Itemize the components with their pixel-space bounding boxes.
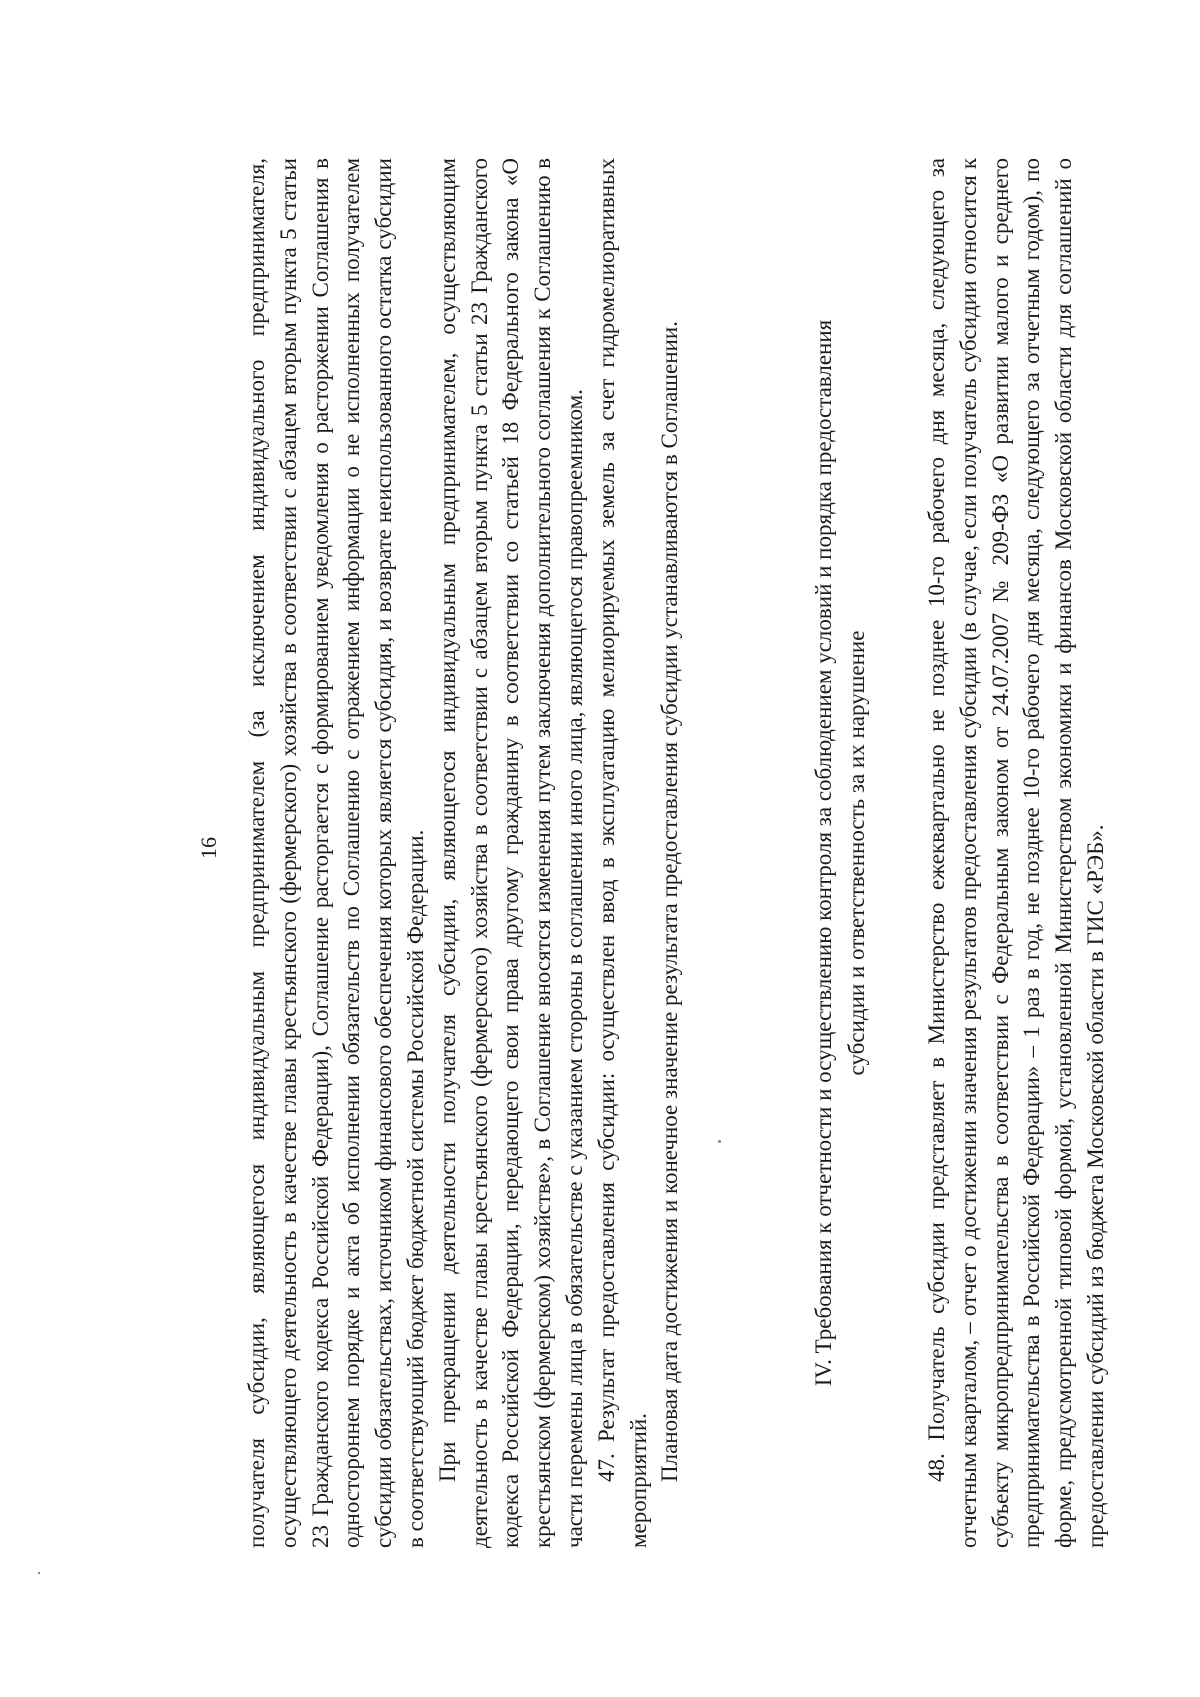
scan-speck bbox=[38, 1572, 40, 1574]
paragraph-farm-activity-termination: При прекращении деятельности получателя субсидии, являющегося индивидуальным предпринимателем, осуществляющим деятельность в качестве главы крестьянского (фермерского) хозяйства в соответствии с абзацем вторым пункта 5 статьи 23 Гражданского кодекса Российской Федерации, передающего свои права другому гражданину в соответствии со статьей 18 Федерального закона «О крестьянском (фермерском) хозяйстве», в Соглашение вносятся изменения путем заключения дополнительного соглашения к Соглашению в части перемены лица в обязательстве с указанием стороны в соглашении иного лица, являющегося правопреемником. bbox=[434, 158, 587, 1548]
paragraph-47-result: 47. Результат предоставления субсидии: осуществлен ввод в эксплуатацию мелиорируемых земель за счет гидромелиоративных мероприятий. bbox=[593, 158, 651, 1548]
paragraph-planned-date: Плановая дата достижения и конечное значение результата предоставления субсидии устанавливаются в Соглашении. bbox=[657, 321, 683, 1482]
page-number: 16 bbox=[196, 837, 221, 859]
paragraph-48-reporting: 48. Получатель субсидии представляет в Министерство ежеквартально не позднее 10-го рабочего дня месяца, следующего за отчетным кварталом, – отчет о достижении значения результатов предоставления субсидии (в случае, если получатель субсидии относится к субъекту микропредпринимательства в соответствии с Федеральным законом от 24.07.2007 № 209-ФЗ «О развитии малого и среднего предпринимательства в Российской Федерации» – 1 раз в год, не позднее 10-го рабочего дня месяца, следующего за отчетным годом), по форме, предусмотренной типовой формой, установленной Министерством экономики и финансов Московской области для соглашений о предоставлении субсидий из бюджета Московской области в ГИС «РЭБ». bbox=[924, 158, 1108, 1548]
scan-speck bbox=[718, 1140, 721, 1143]
rotated-document-page bbox=[175, 78, 1108, 1618]
section-heading-iv bbox=[807, 158, 873, 1548]
section-heading-line-1: IV. Требования к отчетности и осуществлению контроля за соблюдением условий и порядка предоставления bbox=[811, 319, 836, 1387]
section-iv-body bbox=[921, 158, 1112, 1548]
paragraph-subsidy-recipient-termination: получателя субсидии, являющегося индивидуальным предпринимателем (за исключением индивидуального предпринимателя, осуществляющего деятельность в качестве главы крестьянского (фермерского) хозяйства в соответствии с абзацем вторым пункта 5 статьи 23 Гражданского кодекса Российской Федерации), Соглашение расторгается с формированием уведомления о расторжении Соглашения в одностороннем порядке и акта об исполнении обязательств по Соглашению с отражением информации о не исполненных получателем субсидии обязательствах, источником финансового обеспечения которых является субсидия, и возврате неиспользованного остатка субсидии в соответствующий бюджет бюджетной системы Российской Федерации. bbox=[244, 158, 428, 1548]
document-body bbox=[241, 158, 686, 1548]
section-heading-line-2: субсидии и ответственность за их нарушение bbox=[844, 630, 869, 1076]
